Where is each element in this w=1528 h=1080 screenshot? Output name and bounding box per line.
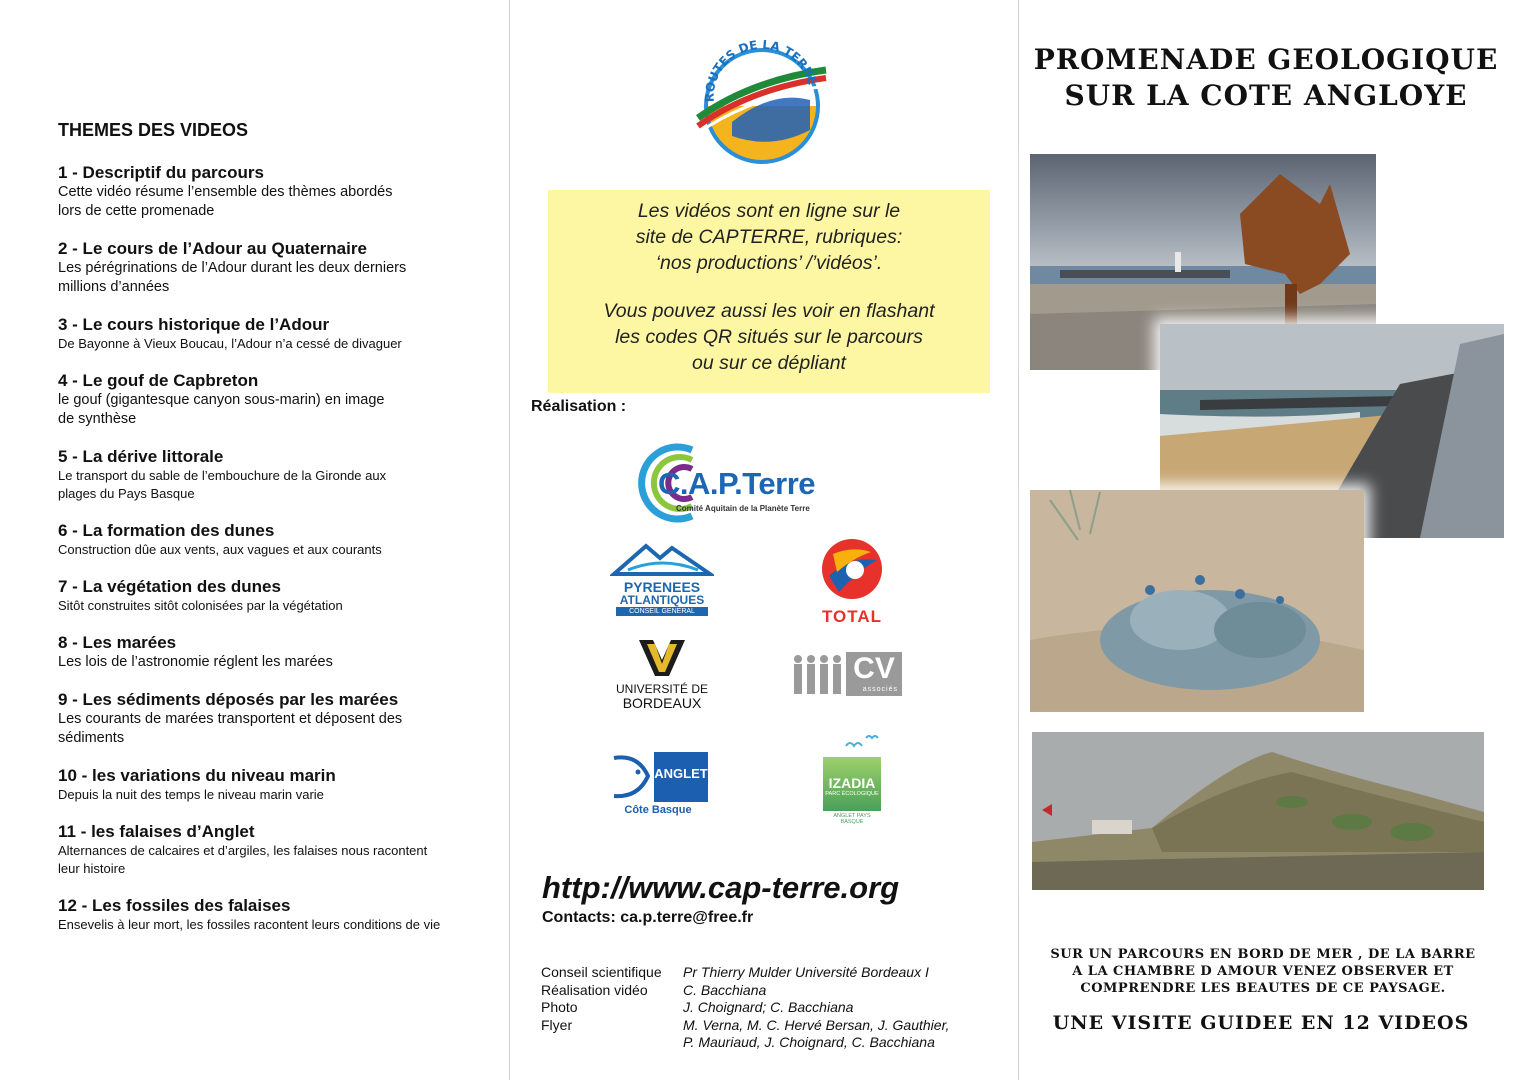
theme-item	[58, 239, 498, 297]
ub-line2: BORDEAUX	[622, 695, 702, 711]
total-logo	[812, 536, 892, 628]
credit-role: Flyer	[541, 1016, 573, 1033]
credit-row	[541, 982, 949, 1000]
theme-title: 4 - Le gouf de Capbreton	[58, 371, 259, 390]
theme-description: Les pérégrinations de l’Adour durant les deux derniers millions d’années	[58, 260, 407, 295]
theme-title: 8 - Les marées	[58, 633, 177, 652]
theme-description: Depuis la nuit des temps le niveau marin varie	[58, 787, 324, 802]
credit-role: Réalisation vidéo	[541, 981, 648, 998]
theme-item	[58, 633, 498, 672]
themes-panel	[58, 120, 498, 952]
izadia-tagline: ANGLET PAYS BASQUE	[833, 813, 871, 825]
tagline: SUR UN PARCOURS EN BORD DE MER , DE LA BARRE A LA CHAMBRE D AMOUR VENEZ OBSERVER ET COMPRENDRE LES BEAUTES DE CE PAYSAGE.	[1050, 947, 1476, 996]
photo-cliff	[1032, 732, 1484, 890]
theme-item	[58, 766, 498, 804]
pyrenees-line3: CONSEIL GENERAL	[616, 607, 708, 616]
theme-description: De Bayonne à Vieux Boucau, l’Adour n’a cessé de divaguer	[58, 336, 402, 351]
videos-subtitle: UNE VISITE GUIDEE EN 12 VIDEOS	[1052, 1012, 1470, 1034]
izadia-name: IZADIA	[828, 775, 876, 791]
theme-title: 6 - La formation des dunes	[58, 521, 275, 540]
theme-description: Construction dûe aux vents, aux vagues et aux courants	[58, 542, 382, 557]
fold-line-right	[1018, 0, 1019, 1080]
theme-item	[58, 690, 498, 748]
credit-names: Pr Thierry Mulder Université Bordeaux I	[683, 964, 929, 980]
izadia-subtitle: PARC ÉCOLOGIQUE	[825, 791, 879, 797]
pyrenees-line1: PYRENEES	[623, 579, 701, 595]
izadia-logo	[822, 732, 882, 825]
theme-title: 2 - Le cours de l’Adour au Quaternaire	[58, 239, 367, 258]
credit-names: M. Verna, M. C. Hervé Bersan, J. Gauthier, P. Mauriaud, J. Choignard, C. Bacchiana	[683, 1016, 950, 1050]
credit-row	[541, 999, 949, 1017]
credit-names: C. Bacchiana	[683, 981, 767, 998]
mountain-icon	[610, 540, 714, 576]
theme-item	[58, 577, 498, 615]
theme-title: 1 - Descriptif du parcours	[58, 163, 264, 182]
theme-description: le gouf (gigantesque canyon sous-marin) en image de synthèse	[58, 392, 385, 427]
theme-description: Le transport du sable de l’embouchure de la Gironde aux plages du Pays Basque	[58, 468, 387, 501]
theme-item	[58, 521, 498, 559]
cv-subtitle: associés	[862, 686, 898, 693]
website-url[interactable]: http://www.cap-terre.org	[542, 870, 900, 905]
cv-letters: CV	[853, 652, 895, 685]
cv-badge	[846, 652, 902, 696]
theme-title: 3 - Le cours historique de l’Adour	[58, 315, 330, 334]
theme-description: Cette vidéo résume l’ensemble des thèmes abordés lors de cette promenade	[58, 184, 393, 219]
birds-icon	[822, 732, 882, 752]
universite-bordeaux-logo	[614, 638, 710, 714]
pyrenees-line2: ATLANTIQUES	[619, 593, 705, 607]
theme-title: 7 - La végétation des dunes	[58, 577, 281, 596]
photo-dune-plants	[1030, 490, 1364, 712]
capterre-name: C.A.P.Terre	[658, 466, 816, 501]
anglet-subtitle: Côte Basque	[624, 804, 692, 816]
themes-title: THEMES DES VIDEOS	[58, 120, 249, 140]
credit-names: J. Choignard; C. Bacchiana	[683, 999, 854, 1015]
anglet-badge	[608, 752, 708, 802]
logo-arc-text: ROUTES DE LA TERRE	[702, 40, 820, 103]
brochure-title: PROMENADE GEOLOGIQUE SUR LA COTE ANGLOYE	[1033, 43, 1499, 112]
info-box	[548, 190, 990, 393]
credit-role: Conseil scientifique	[541, 964, 662, 980]
theme-description: Les lois de l’astronomie réglent les marées	[58, 654, 333, 670]
theme-item	[58, 315, 498, 353]
credits-block	[541, 964, 949, 1052]
cv-associes-logo	[792, 652, 904, 698]
theme-description: Alternances de calcaires et d’argiles, les falaises nous racontent leur histoire	[58, 843, 428, 876]
credit-row	[541, 1017, 949, 1052]
theme-description: Sitôt construites sitôt colonisées par la végétation	[58, 598, 343, 613]
routes-de-la-terre-logo	[692, 40, 832, 165]
theme-item	[58, 896, 498, 934]
sun-face-icon	[608, 752, 654, 802]
credit-row	[541, 964, 949, 982]
ub-line1: UNIVERSITÉ DE	[615, 682, 708, 696]
theme-item	[58, 371, 498, 429]
capterre-subtitle: Comité Aquitain de la Planète Terre	[676, 504, 810, 513]
anglet-name: ANGLET	[654, 766, 708, 781]
theme-item	[58, 447, 498, 503]
contacts-email[interactable]: Contacts: ca.p.terre@free.fr	[542, 909, 754, 926]
theme-description: Ensevelis à leur mort, les fossiles racontent leurs conditions de vie	[58, 917, 441, 932]
info-paragraph-2: Vous pouvez aussi les voir en flashant les codes QR situés sur le parcours ou sur ce dépliant	[603, 300, 935, 374]
themes-list	[58, 163, 498, 934]
people-icon	[792, 654, 846, 696]
izadia-badge	[823, 757, 881, 811]
theme-title: 12 - Les fossiles des falaises	[58, 896, 291, 915]
theme-title: 5 - La dérive littorale	[58, 447, 224, 466]
total-name: TOTAL	[821, 607, 883, 626]
theme-item	[58, 163, 498, 221]
realisation-label: Réalisation :	[531, 398, 627, 415]
pyrenees-atlantiques-logo	[610, 540, 714, 620]
info-paragraph-1: Les vidéos sont en ligne sur le site de CAPTERRE, rubriques: ‘nos productions’ /’vidéos’.	[635, 200, 903, 274]
theme-item	[58, 822, 498, 878]
fold-line-left	[509, 0, 510, 1080]
theme-title: 11 - les falaises d’Anglet	[58, 822, 255, 841]
theme-title: 9 - Les sédiments déposés par les marées	[58, 690, 399, 709]
ub-emblem-icon	[635, 638, 689, 678]
theme-description: Les courants de marées transportent et déposent des sédiments	[58, 711, 403, 746]
capterre-logo	[636, 440, 846, 526]
credit-role: Photo	[541, 999, 578, 1015]
anglet-logo	[608, 752, 708, 818]
total-emblem-icon	[819, 536, 885, 602]
theme-title: 10 - les variations du niveau marin	[58, 766, 336, 785]
